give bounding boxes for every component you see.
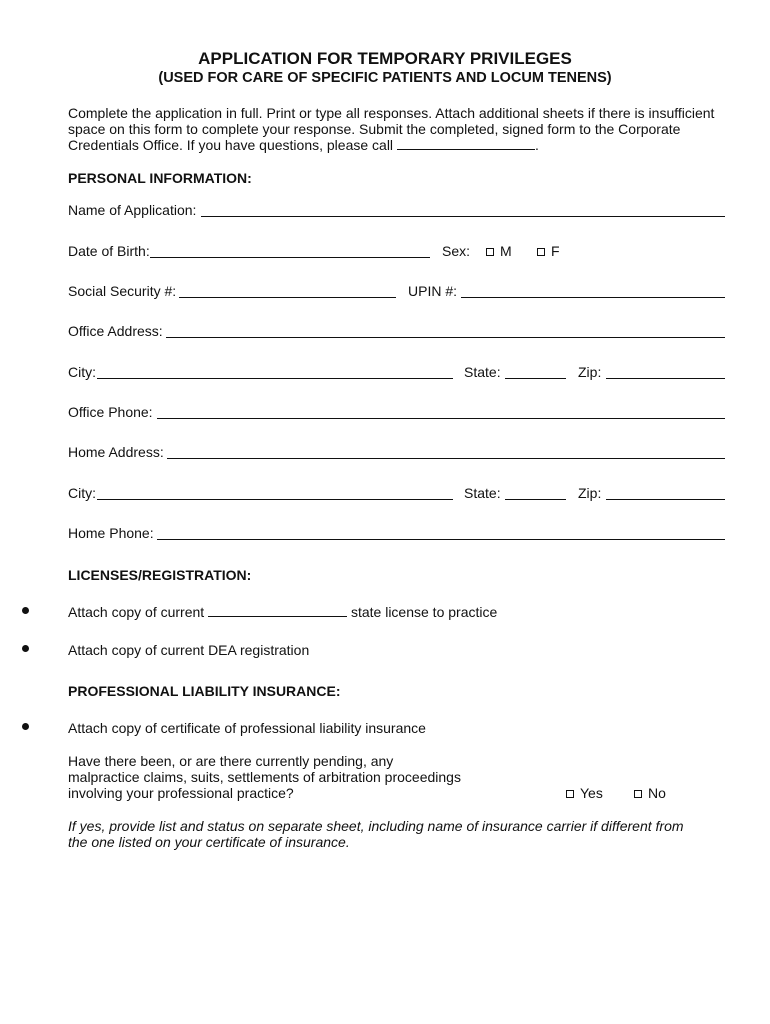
form-subtitle: (USED FOR CARE OF SPECIFIC PATIENTS AND LOCUM TENENS): [158, 70, 612, 86]
dob-label: Date of Birth:: [68, 243, 150, 259]
dea-item: Attach copy of current DEA registration: [68, 642, 310, 658]
licenses-heading: LICENSES/REGISTRATION:: [68, 567, 252, 583]
office-city-label: City:: [68, 364, 96, 380]
office-phone-label: Office Phone:: [68, 404, 153, 420]
form-title: APPLICATION FOR TEMPORARY PRIVILEGES: [198, 49, 572, 68]
sex-m-option[interactable]: [486, 243, 512, 259]
checkbox-icon[interactable]: [566, 790, 574, 798]
upin-field[interactable]: [461, 283, 725, 298]
sex-f-option[interactable]: [537, 243, 560, 259]
bullet-icon: [22, 607, 29, 614]
intro-line-2: space on this form to complete your response. Submit the completed, signed form to the Corporate: [68, 121, 681, 137]
office-address-field[interactable]: [166, 323, 725, 338]
home-city-field[interactable]: [97, 485, 453, 500]
phone-number-blank[interactable]: [397, 137, 535, 150]
home-address-label: Home Address:: [68, 444, 164, 460]
license-item-prefix: Attach copy of current: [68, 604, 205, 620]
insurance-heading: PROFESSIONAL LIABILITY INSURANCE:: [68, 683, 341, 699]
intro-line-1: Complete the application in full. Print or type all responses. Attach additional sheets if there is insufficient: [68, 105, 715, 121]
office-zip-label: Zip:: [578, 364, 602, 380]
home-state-field[interactable]: [505, 485, 566, 500]
home-phone-field[interactable]: [157, 525, 725, 540]
sex-label: Sex:: [442, 243, 471, 259]
ssn-label: Social Security #:: [68, 283, 177, 299]
malpractice-question-line-3: involving your professional practice?: [68, 785, 294, 801]
insurance-note-line-1: If yes, provide list and status on separate sheet, including name of insurance carrier if different from: [68, 818, 684, 834]
sex-f-label: F: [551, 243, 560, 259]
home-zip-field[interactable]: [606, 485, 725, 500]
home-address-row: [68, 444, 725, 462]
office-address-label: Office Address:: [68, 323, 163, 339]
office-zip-field[interactable]: [606, 364, 725, 379]
yes-option[interactable]: [566, 785, 603, 801]
office-phone-field[interactable]: [157, 404, 725, 419]
home-state-label: State:: [464, 485, 501, 501]
ssn-field[interactable]: [179, 283, 396, 298]
home-city-label: City:: [68, 485, 96, 501]
intro-line-3: [68, 137, 728, 153]
office-city-row: [68, 364, 725, 382]
insurance-note-line-2: the one listed on your certificate of insurance.: [68, 834, 350, 850]
home-phone-label: Home Phone:: [68, 525, 154, 541]
office-state-label: State:: [464, 364, 501, 380]
home-address-field[interactable]: [167, 444, 725, 459]
home-city-row: [68, 485, 725, 503]
yes-label: Yes: [580, 785, 603, 801]
name-label: Name of Application:: [68, 202, 197, 218]
no-option[interactable]: [634, 785, 666, 801]
name-field[interactable]: [201, 202, 725, 217]
dob-sex-row: [68, 243, 725, 261]
bullet-icon: [22, 645, 29, 652]
intro-line-3-text: Credentials Office. If you have questions, please call: [68, 137, 394, 153]
no-label: No: [648, 785, 666, 801]
malpractice-question-line-2: malpractice claims, suits, settlements of arbitration proceedings: [68, 769, 461, 785]
license-item: [68, 604, 497, 620]
insurance-certificate-item: Attach copy of certificate of professional liability insurance: [68, 720, 426, 736]
personal-information-heading: PERSONAL INFORMATION:: [68, 170, 252, 186]
checkbox-icon[interactable]: [634, 790, 642, 798]
name-row: [68, 202, 725, 220]
checkbox-icon[interactable]: [537, 248, 545, 256]
dob-field[interactable]: [150, 243, 430, 258]
sex-m-label: M: [500, 243, 512, 259]
checkbox-icon[interactable]: [486, 248, 494, 256]
malpractice-question-line-1: Have there been, or are there currently pending, any: [68, 753, 394, 769]
ssn-upin-row: [68, 283, 725, 301]
home-zip-label: Zip:: [578, 485, 602, 501]
license-state-blank[interactable]: [208, 604, 347, 617]
office-city-field[interactable]: [97, 364, 453, 379]
office-state-field[interactable]: [505, 364, 566, 379]
home-phone-row: [68, 525, 725, 543]
license-item-suffix: state license to practice: [350, 604, 498, 620]
office-address-row: [68, 323, 725, 341]
intro-line-3-period: .: [534, 137, 539, 153]
intro-paragraph: [68, 105, 728, 153]
office-phone-row: [68, 404, 725, 422]
upin-label: UPIN #:: [408, 283, 458, 299]
bullet-icon: [22, 723, 29, 730]
